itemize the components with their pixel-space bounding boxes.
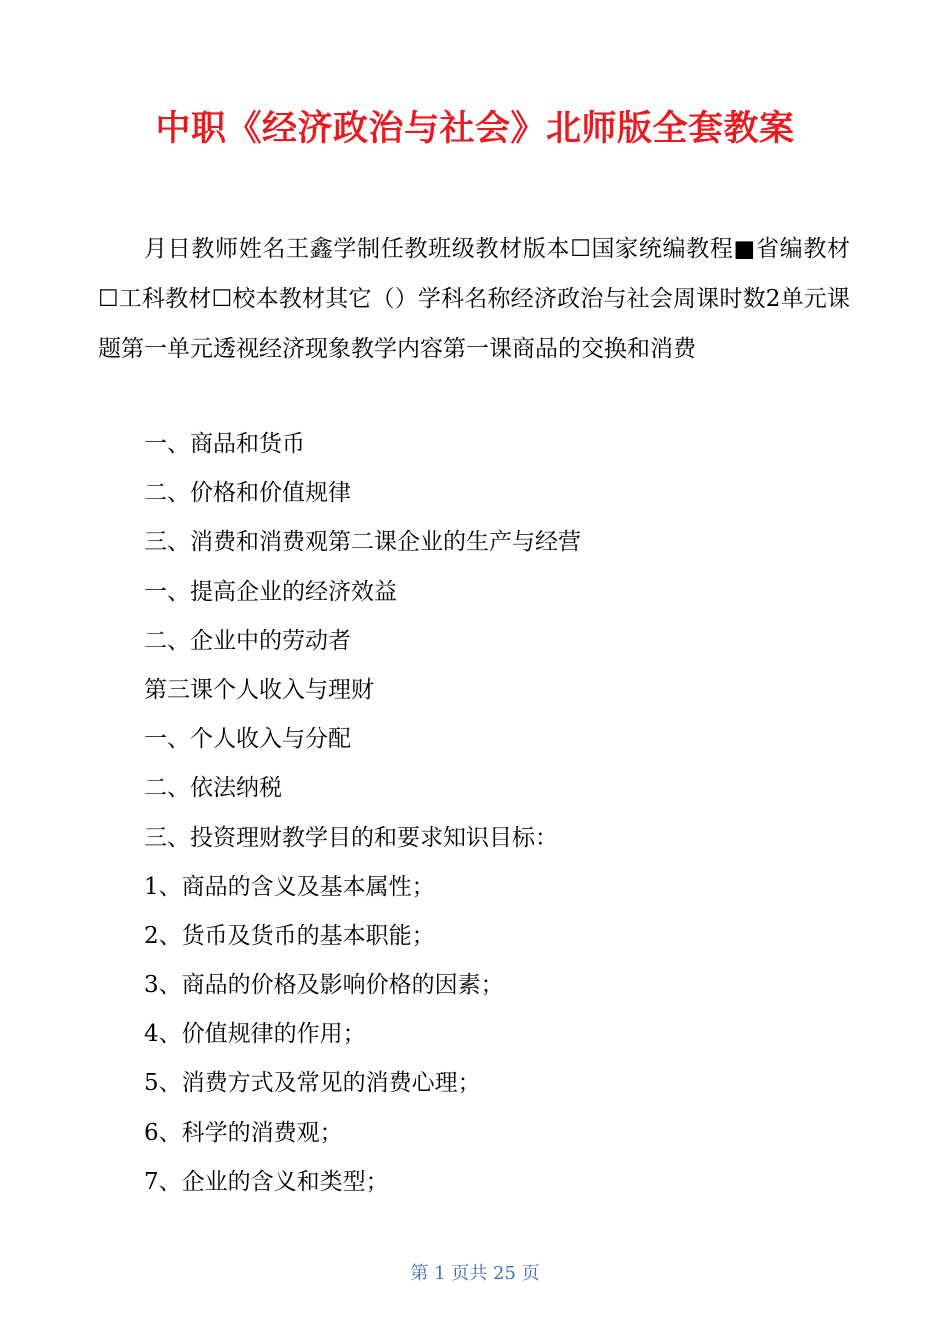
- content-line: 第三课个人收入与理财: [144, 676, 374, 703]
- document-title: 中职《经济政治与社会》北师版全套教案: [155, 109, 795, 149]
- content-line: 5、消费方式及常见的消费心理；: [144, 1070, 481, 1097]
- content-line: 二、企业中的劳动者: [144, 627, 351, 654]
- content-line: 3、商品的价格及影响价格的因素；: [144, 972, 504, 999]
- content-list: [144, 420, 850, 1207]
- content-line: 三、消费和消费观第二课企业的生产与经营: [144, 529, 581, 556]
- intro-paragraph: 月日教师姓名王鑫学制任教班级教材版本☐国家统编教程■省编教材☐工科教材☐校本教材其它（）学科名称经济政治与社会周课时数2单元课题第一单元透视经济现象教学内容第一课商品的交换和消费: [98, 236, 850, 362]
- content-line: 一、商品和货币: [144, 431, 305, 457]
- content-line: 三、投资理财教学目的和要求知识目标：: [144, 824, 558, 851]
- content-line: 二、依法纳税: [144, 775, 282, 802]
- content-line: 一、提高企业的经济效益: [144, 578, 397, 605]
- content-line: 一、个人收入与分配: [144, 726, 351, 753]
- content-line: 1、商品的含义及基本属性；: [144, 873, 435, 900]
- content-line: 2、货币及货币的基本职能；: [144, 922, 435, 949]
- content-line: 二、价格和价值规律: [144, 480, 351, 507]
- page-footer: 第 1 页共 25 页: [410, 1263, 540, 1284]
- content-line: 7、企业的含义和类型；: [144, 1168, 389, 1195]
- content-line: 4、价值规律的作用；: [144, 1021, 366, 1048]
- content-line: 6、科学的消费观；: [144, 1119, 343, 1146]
